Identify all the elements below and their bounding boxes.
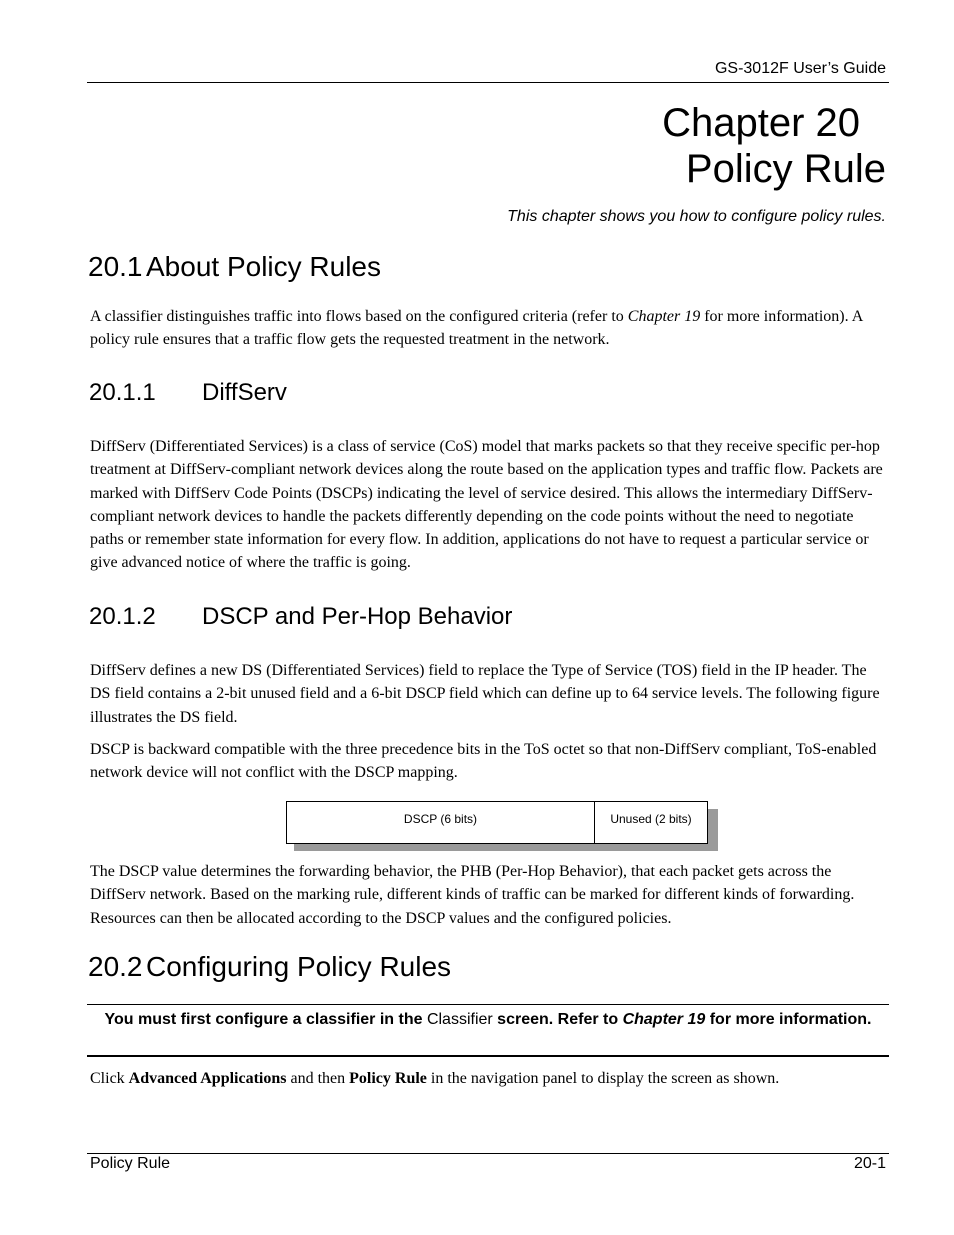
note-box — [87, 1008, 889, 1031]
text-run: for more information). A policy rule ensures that a traffic flow gets the requested treatment in the network. — [90, 308, 863, 349]
header-rule — [87, 82, 889, 83]
paragraph-navigation — [90, 1067, 890, 1090]
text-run: and then — [286, 1070, 350, 1087]
text-run: You must first configure a classifier in the — [104, 1011, 427, 1028]
chapter-reference: Chapter 19 — [627, 308, 701, 325]
screen-name: Classifier — [426, 1011, 493, 1028]
paragraph-ds-field: DiffServ defines a new DS (Differentiated Services) field to replace the Type of Service (TOS) field in the IP header. The DS field contains a 2-bit unused field and a 6-bit DSCP field which can define up to 64 service levels. The following figure illustrates the DS field. — [90, 662, 880, 726]
footer-chapter-name: Policy Rule — [90, 1155, 171, 1172]
subsection-heading-dscp — [89, 602, 512, 632]
section-number: 20.1.2 — [89, 603, 156, 630]
ds-field-unused-cell: Unused (2 bits) — [610, 812, 692, 826]
section-heading-config — [88, 950, 451, 984]
menu-name: Advanced Applications — [128, 1070, 287, 1087]
text-run: Click — [90, 1070, 129, 1087]
text-run: in the navigation panel to display the screen as shown. — [426, 1070, 780, 1087]
chapter-title: Policy Rule — [685, 147, 886, 191]
chapter-reference: Chapter 19 — [622, 1011, 706, 1028]
ds-field-figure — [286, 801, 708, 844]
section-heading-about — [88, 250, 381, 284]
running-header: GS-3012F User’s Guide — [714, 60, 886, 77]
footer-rule — [87, 1153, 889, 1154]
ds-field-dscp-cell: DSCP (6 bits) — [287, 802, 595, 843]
section-title: Configuring Policy Rules — [146, 951, 452, 982]
paragraph-backward-compat: DSCP is backward compatible with the three precedence bits in the ToS octet so that non-DiffServ compliant, ToS-enabled network device will not conflict with the DSCP mapping. — [90, 741, 877, 782]
paragraph-diffserv: DiffServ (Differentiated Services) is a class of service (CoS) model that marks packets so that they receive specific per-hop treatment at DiffServ-compliant network devices along the route based on the application types and traffic flow. Packets are marked with DiffServ Code Points (DSCPs) indicating the level of service desired. This allows the intermediary DiffServ-compliant network devices to handle the packets differently depending on the code points without the need to negotiate paths or remember state information for every flow. In addition, applications do not have to request a particular service or give advanced notice of where the traffic is going. — [90, 438, 883, 572]
text-run: for more information. — [705, 1011, 872, 1028]
chapter-intro: This chapter shows you how to configure policy rules. — [507, 208, 886, 225]
note-top-rule — [87, 1004, 889, 1005]
section-title: DiffServ — [202, 379, 287, 406]
section-number: 20.1.1 — [89, 379, 156, 406]
section-title: DSCP and Per-Hop Behavior — [202, 603, 513, 630]
page-number: 20-1 — [853, 1155, 886, 1172]
chapter-number: Chapter 20 — [662, 101, 860, 145]
paragraph-about — [90, 305, 890, 352]
text-run: A classifier distinguishes traffic into flows based on the configured criteria (refer to — [90, 308, 628, 325]
paragraph-phb: The DSCP value determines the forwarding behavior, the PHB (Per-Hop Behavior), that each packet gets across the DiffServ network. Based on the marking rule, different kinds of traffic can be marked for different kinds of forwarding. Resources can then be allocated according to the DSCP values and the configured policies. — [90, 863, 855, 927]
section-number: 20.1 — [88, 251, 143, 282]
section-title: About Policy Rules — [146, 251, 382, 282]
text-run: screen. Refer to — [492, 1011, 623, 1028]
subsection-heading-diffserv — [89, 378, 287, 408]
menu-name: Policy Rule — [349, 1070, 427, 1087]
note-bottom-rule — [87, 1055, 889, 1057]
section-number: 20.2 — [88, 951, 143, 982]
